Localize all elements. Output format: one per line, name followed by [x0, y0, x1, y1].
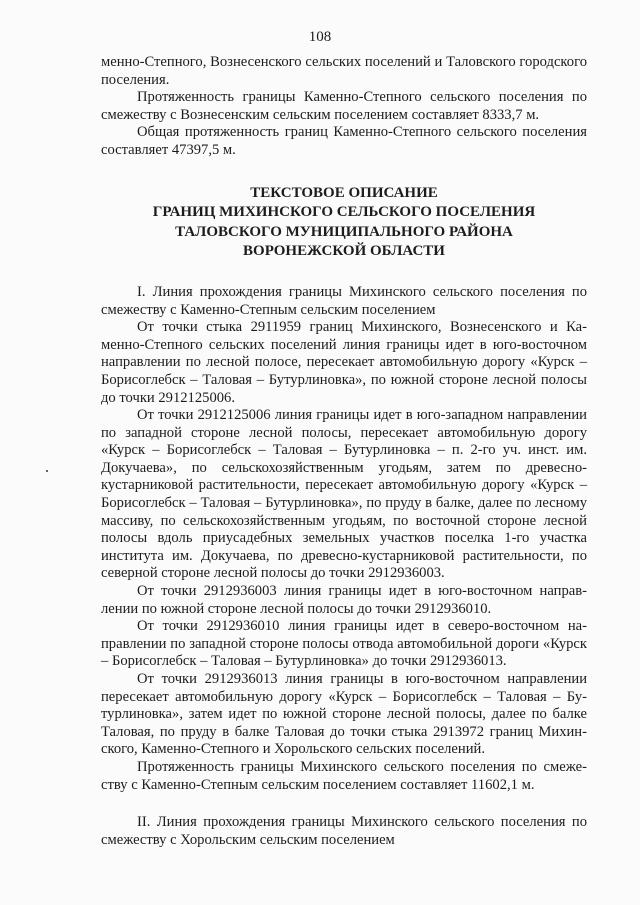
page-number: 108: [308, 29, 332, 45]
intro-paragraph-total: Общая протяженность границ Каменно-Степного сельского поселения составляет 47397,5 м.: [101, 124, 587, 158]
section-1-paragraph: От точки 2912936013 линия границы в юго-восточном направлении пересекает автомобильную дорогу «Курск – Борисоглебск – Таловая – Бутурлиновка», затем идет по южной стороне лесной полосы, далее по балке Таловая, по пруду в балке Таловая до точки стыка 2913972 границ Михинского, Каменно-Степного и Хорольского сельских поселений.: [101, 671, 587, 758]
heading-line-2: ГРАНИЦ МИХИНСКОГО СЕЛЬСКОГО ПОСЕЛЕНИЯ: [152, 204, 536, 221]
section-1-length: Протяженность границы Михинского сельского поселения по смежеству с Каменно-Степным сельским поселением составляет 11602,1 м.: [101, 758, 587, 793]
intro-continuation: менно-Степного, Вознесенского сельских поселений и Таловского городского поселения.: [101, 54, 587, 88]
intro-paragraph-length: Протяженность границы Каменно-Степного сельского поселения по смежеству с Вознесенским сельским поселением составляет 8333,7 м.: [101, 89, 587, 123]
section-1-paragraph: От точки 2912936003 линия границы идет в юго-восточном направлении по южной стороне лесной полосы до точки 2912936010.: [101, 583, 587, 617]
document-body: [101, 54, 587, 849]
section-1-paragraph: От точки 2912936010 линия границы идет в северо-восточном направлении по западной стороне полосы отвода автомобильной дороги «Курск – Борисоглебск – Таловая – Бутурлиновка» до точки 2912936013.: [101, 618, 587, 670]
section-1-title: I. Линия прохождения границы Михинского сельского поселения по смежеству с Каменно-Степным сельским поселением: [101, 283, 587, 318]
heading-line-4: ВОРОНЕЖСКОЙ ОБЛАСТИ: [243, 243, 445, 260]
section-spacer: [101, 794, 587, 814]
document-heading: [101, 184, 587, 262]
heading-line-1: ТЕКСТОВОЕ ОПИСАНИЕ: [250, 184, 438, 201]
heading-line-3: ТАЛОВСКОГО МУНИЦИПАЛЬНОГО РАЙОНА: [175, 223, 513, 240]
scan-speck: [46, 470, 48, 472]
section-1-paragraph: От точки 2912125006 линия границы идет в юго-западном направлении по западной стороне лесной полосы, пересекает автомобильную дорогу «Курск – Борисоглебск – Таловая – Бутурлиновка – п. 2-го уч. инст. им. Докучаева», по сельскохозяйственным угодьям, затем по древесно-кустарниковой растительности, пересекает автомобильную дорогу «Курск – Борисоглебск – Таловая – Бутурлиновка», по пруду в балке, далее по лесному массиву, по сельскохозяйственным угодьям, по восточной стороне лесной полосы вдоль приусадебных земельных участков поселка 1-го участка института им. Докучаева, по древесно-кустарниковой растительности, по северной стороне лесной полосы до точки 2912936003.: [101, 407, 587, 582]
section-2-title: II. Линия прохождения границы Михинского сельского поселения по смежеству с Хорольским сельским поселением: [101, 814, 587, 848]
section-1-paragraph: От точки стыка 2911959 границ Михинского, Вознесенского и Каменно-Степного сельских поселений линия границы идет в юго-восточном направлении по лесной полосе, пересекает автомобильную дорогу «Курск – Борисоглебск – Таловая – Бутурлиновка», по южной стороне лесной полосы до точки 2912125006.: [101, 319, 587, 406]
